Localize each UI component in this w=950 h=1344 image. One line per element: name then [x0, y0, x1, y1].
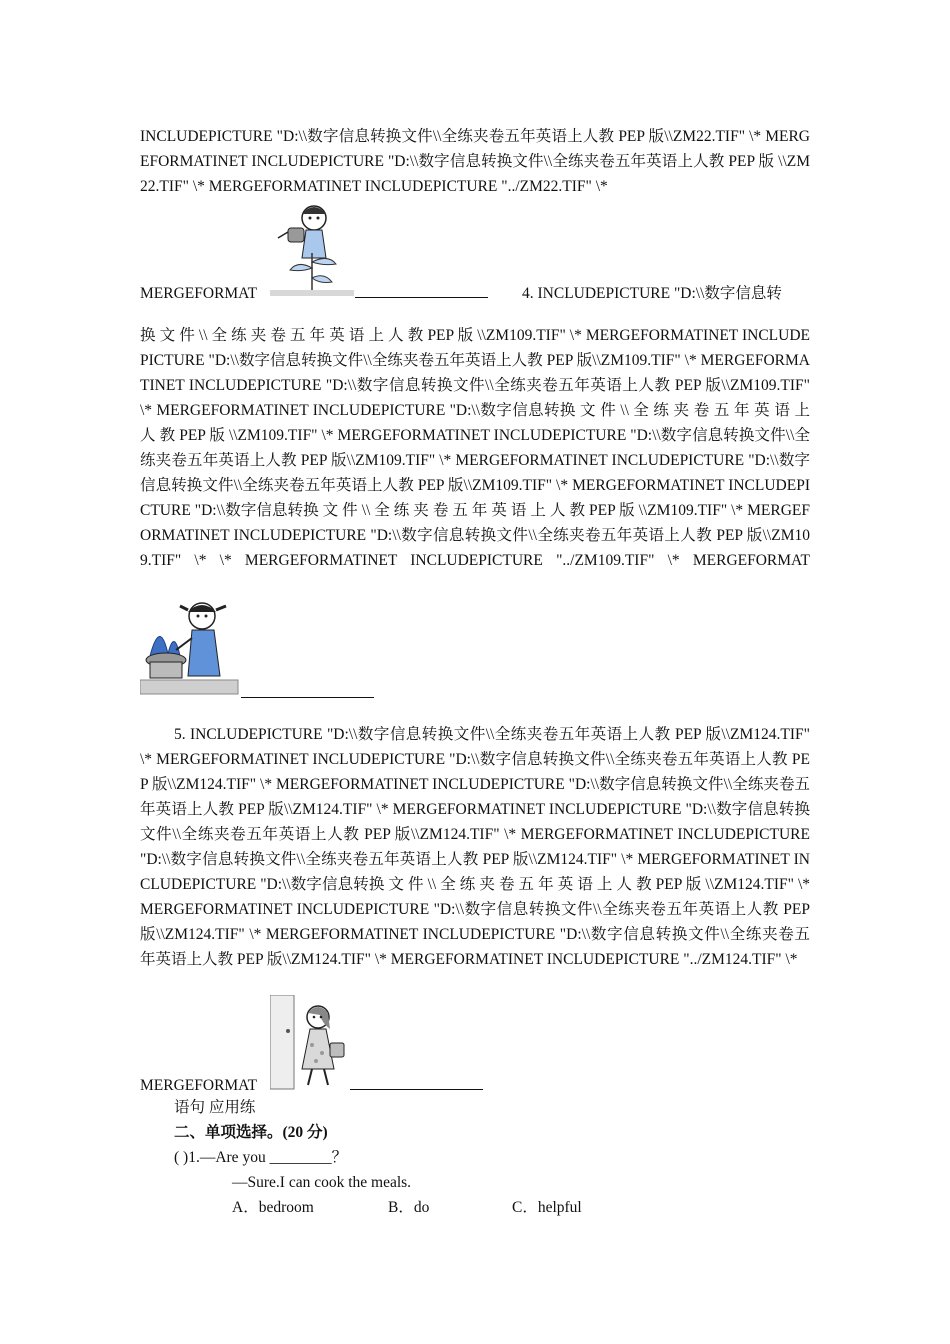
item3-field-code-text: INCLUDEPICTURE "D:\\数字信息转换文件\\全练夹卷五年英语上人教 PEP 版\\ZM22.TIF" \* MERGEFORMATINET INCLUDEPICTURE "D:\\数字信息转换文件\\全练夹卷五年英语上人教 PEP 版 \\ZM22.TIF" \* MERGEFORMATINET INCLUDEPICTURE "../ZM22.TIF" \*: [140, 128, 810, 195]
question1-reply: —Sure.I can cook the meals.: [232, 1174, 412, 1191]
section-note: 语句 应用练: [174, 1099, 256, 1116]
section-title: 二、单项选择。(20 分): [174, 1124, 328, 1141]
item3-picture: [270, 198, 356, 298]
girl-watering-plant-image: [270, 198, 356, 298]
item5-tail-text: MERGEFORMAT: [140, 1077, 258, 1094]
question1-option-c[interactable]: C．helpful: [512, 1199, 582, 1216]
item4-lead-line: [522, 281, 810, 306]
question1-option-b[interactable]: B．do: [388, 1199, 430, 1216]
item5-picture: [270, 995, 350, 1090]
item5-answer-blank[interactable]: [350, 1073, 483, 1090]
item3-answer-blank[interactable]: [355, 281, 488, 298]
question1-stem-line: [174, 1145, 347, 1170]
item5-answer-blank-wrap: [350, 1073, 490, 1098]
item3-tail-text: MERGEFORMAT: [140, 285, 258, 302]
girl-cooking-image: [140, 598, 240, 695]
item5-field-code-text: 5. INCLUDEPICTURE "D:\\数字信息转换文件\\全练夹卷五年英语上人教 PEP 版\\ZM124.TIF" \* MERGEFORMATINET INCLUDEPICTURE "D:\\数字信息转换文件\\全练夹卷五年英语上人教 PEP 版\\ZM124.TIF" \* MERGEFORMATINET INCLUDEPICTURE "D:\\数字信息转换文件\\全练夹卷五年英语上人教 PEP 版\\ZM124.TIF" \* MERGEFORMATINET INCLUDEPICTURE "D:\\数字信息转换文件\\全练夹卷五年英语上人教 PEP 版\\ZM124.TIF" \* MERGEFORMATINET INCLUDEPICTURE "D:\\数字信息转换文件\\全练夹卷五年英语上人教 PEP 版\\ZM124.TIF" \* MERGEFORMATINET INCLUDEPICTURE "D:\\数字信息转换 文 件 \\ 全 练 夹 卷 五 年 英 语 上 人 教 PEP 版 \\ZM124.TIF" \* MERGEFORMATINET INCLUDEPICTURE "D:\\数字信息转换文件\\全练夹卷五年英语上人教 PEP 版\\ZM124.TIF" \* MERGEFORMATINET INCLUDEPICTURE "D:\\数字信息转换文件\\全练夹卷五年英语上人教 PEP 版\\ZM124.TIF" \* MERGEFORMATINET INCLUDEPICTURE "../ZM124.TIF" \*: [140, 726, 810, 968]
question1-option-a[interactable]: A．bedroom: [232, 1199, 314, 1216]
question1-answer-paren[interactable]: ( ): [174, 1149, 189, 1166]
question1-stem: 1.—Are you ________？: [188, 1149, 348, 1166]
item4-lead-text: 4. INCLUDEPICTURE "D:\\数字信息转: [522, 285, 782, 302]
item4-picture: [140, 598, 240, 695]
item3-answer-blank-wrap: [355, 281, 495, 306]
item4-field-code-text: 换 文 件 \\ 全 练 夹 卷 五 年 英 语 上 人 教 PEP 版 \\ZM109.TIF" \* MERGEFORMATINET INCLUDEPICTURE "D:\\数字信息转换文件\\全练夹卷五年英语上人教 PEP 版\\ZM109.TIF" \* MERGEFORMATINET INCLUDEPICTURE "D:\\数字信息转换文件\\全练夹卷五年英语上人教 PEP 版\\ZM109.TIF" \* MERGEFORMATINET INCLUDEPICTURE "D:\\数字信息转换 文 件 \\ 全 练 夹 卷 五 年 英 语 上 人 教 PEP 版 \\ZM109.TIF" \* MERGEFORMATINET INCLUDEPICTURE "D:\\数字信息转换文件\\全练夹卷五年英语上人教 PEP 版\\ZM109.TIF" \* MERGEFORMATINET INCLUDEPICTURE "D:\\数字信息转换文件\\全练夹卷五年英语上人教 PEP 版\\ZM109.TIF" \* MERGEFORMATINET INCLUDEPICTURE "D:\\数字信息转换 文 件 \\ 全 练 夹 卷 五 年 英 语 上 人 教 PEP 版 \\ZM109.TIF" \* MERGEFORMATINET INCLUDEPICTURE "D:\\数字信息转换文件\\全练夹卷五年英语上人教 PEP 版\\ZM109.TIF" \* \* MERGEFORMATINET INCLUDEPICTURE "../ZM109.TIF" \* MERGEFORMAT: [140, 327, 810, 569]
item4-answer-blank-wrap: [241, 681, 381, 706]
item4-answer-blank[interactable]: [241, 681, 374, 698]
girl-carrying-bag-image: [270, 995, 350, 1090]
